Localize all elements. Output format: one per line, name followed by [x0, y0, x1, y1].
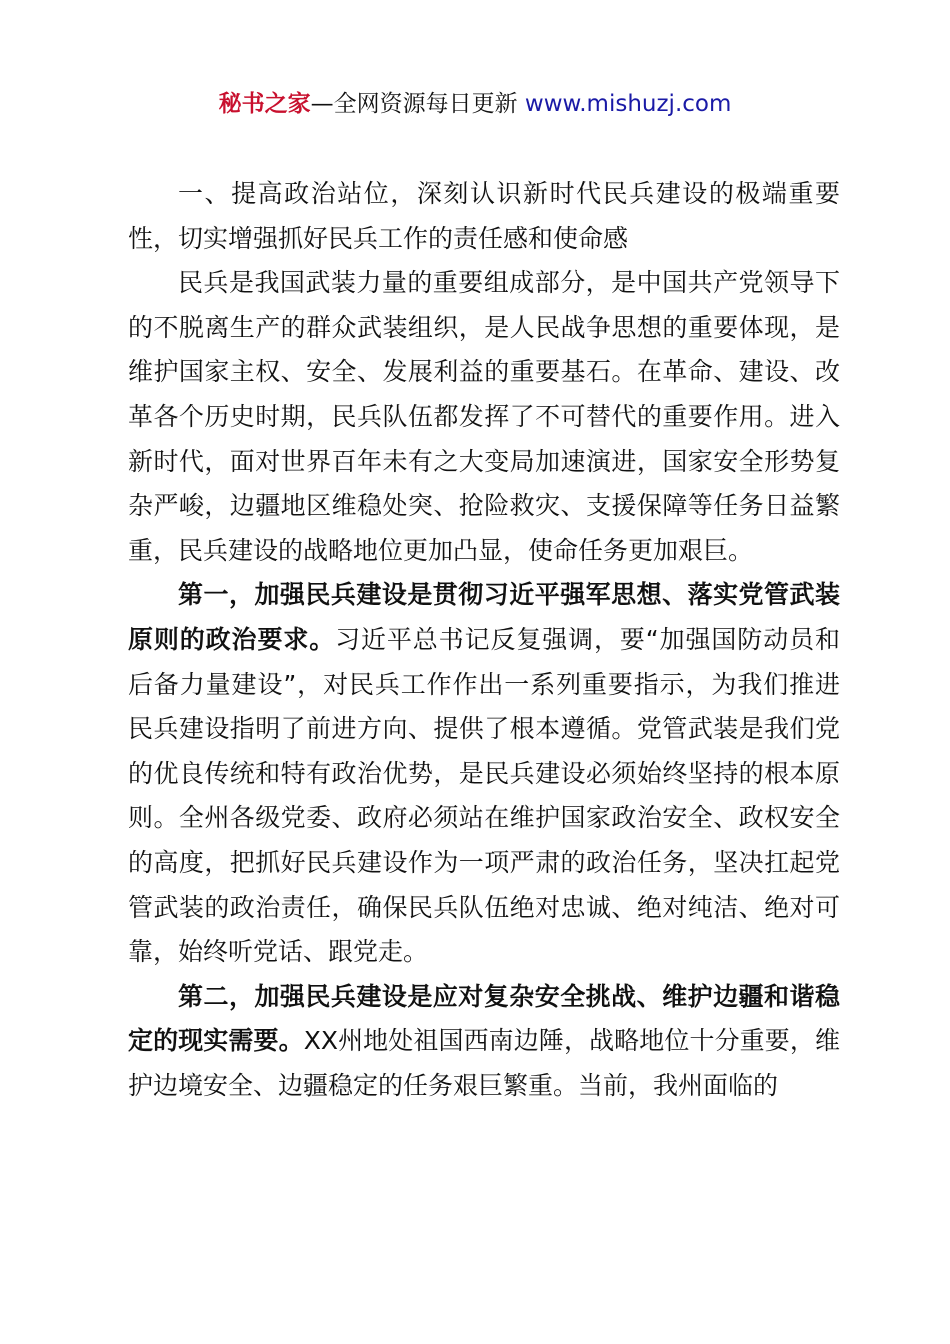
website-link[interactable]: www.mishuzj.com — [524, 91, 732, 117]
document-body — [128, 172, 840, 1108]
brand-name: 秘书之家 — [218, 91, 311, 117]
header-tagline: —全网资源每日更新 — [310, 91, 525, 117]
section-heading: 一、提高政治站位，深刻认识新时代民兵建设的极端重要性，切实增强抓好民兵工作的责任感和使命感 — [128, 179, 840, 253]
paragraph-first: 第一，加强民兵建设是贯彻习近平强军思想、落实党管武装原则的政治要求。习近平总书记反复强调，要“加强国防动员和后备力量建设”，对民兵工作作出一系列重要指示，为我们推进民兵建设指明了前进方向、提供了根本遵循。党管武装是我们党的优良传统和特有政治优势，是民兵建设必须始终坚持的根本原则。全州各级党委、政府必须站在维护国家政治安全、政权安全的高度，把抓好民兵建设作为一项严肃的政治任务，坚决扛起党管武装的政治责任，确保民兵队伍绝对忠诚、绝对纯洁、绝对可靠，始终听党话、跟党走。 — [128, 580, 840, 967]
paragraph-intro: 民兵是我国武装力量的重要组成部分，是中国共产党领导下的不脱离生产的群众武装组织，是人民战争思想的重要体现，是维护国家主权、安全、发展利益的重要基石。在革命、建设、改革各个历史时期，民兵队伍都发挥了不可替代的重要作用。进入新时代，面对世界百年未有之大变局加速演进，国家安全形势复杂严峻，边疆地区维稳处突、抢险救灾、支援保障等任务日益繁重，民兵建设的战略地位更加凸显，使命任务更加艰巨。 — [128, 268, 840, 565]
paragraph-second: 第二，加强民兵建设是应对复杂安全挑战、维护边疆和谐稳定的现实需要。XX州地处祖国西南边陲，战略地位十分重要，维护边境安全、边疆稳定的任务艰巨繁重。当前，我州面临的 — [128, 981, 840, 1100]
paragraph-lead-first: 第一，加强民兵建设是贯彻习近平强军思想、落实党管武装原则的政治要求。 — [128, 580, 840, 654]
paragraph-lead-second: 第二，加强民兵建设是应对复杂安全挑战、维护边疆和谐稳定的现实需要。 — [128, 981, 840, 1056]
page-header — [0, 86, 950, 122]
